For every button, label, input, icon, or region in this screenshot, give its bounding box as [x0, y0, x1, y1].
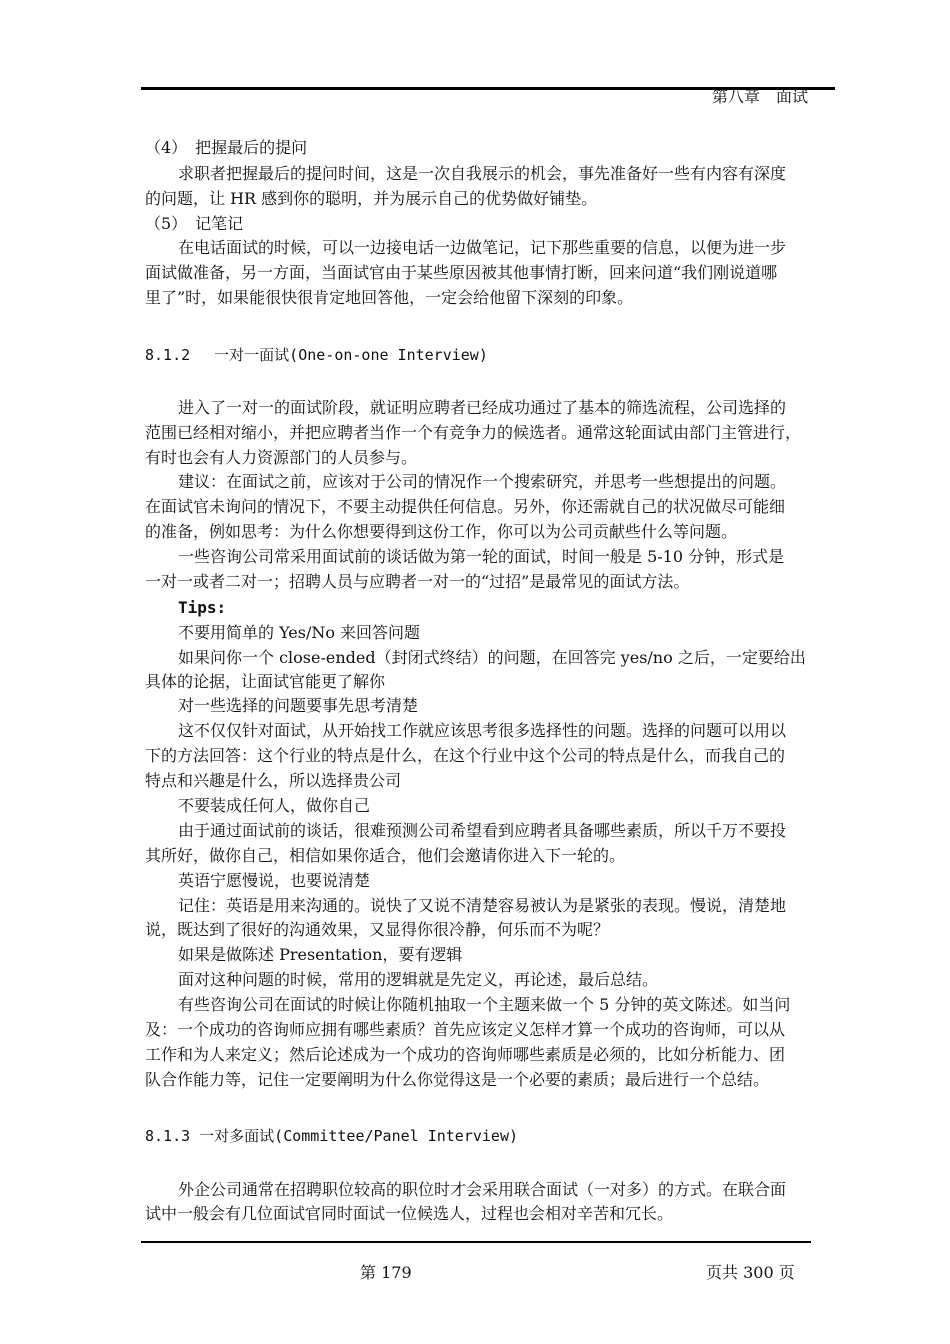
paragraph-line: 建议：在面试之前，应该对于公司的情况作一个搜索研究，并思考一些想提出的问题。: [178, 472, 787, 491]
section-heading-8-1-3: 8.1.3 一对多面试(Committee/Panel Interview): [145, 1127, 519, 1145]
paragraph-line: 工作和为人来定义；然后论述成为一个成功的咨询师哪些素质是必须的，比如分析能力、团: [145, 1045, 786, 1064]
tips-label: Tips:: [178, 598, 227, 617]
paragraph-line: 具体的论据，让面试官能更了解你: [145, 672, 386, 691]
paragraph-line: 下的方法回答：这个行业的特点是什么，在这个行业中这个公司的特点是什么，而我自己的: [145, 746, 786, 765]
paragraph-line: 如果问你一个 close-ended（封闭式终结）的问题，在回答完 yes/no 之后，一定要给出: [178, 648, 806, 667]
paragraph-line: 试中一般会有几位面试官同时面试一位候选人，过程也会相对辛苦和冗长。: [145, 1204, 674, 1223]
paragraph-line: 由于通过面试前的谈话，很难预测公司希望看到应聘者具备哪些素质，所以千万不要投: [178, 821, 787, 840]
chapter-title: 第八章 面试: [712, 87, 809, 106]
tip-heading: 英语宁愿慢说，也要说清楚: [178, 871, 371, 890]
paragraph-line: 求职者把握最后的提问时间，这是一次自我展示的机会，事先准备好一些有内容有深度: [178, 164, 787, 183]
paragraph-line: 记住：英语是用来沟通的。说快了又说不清楚容易被认为是紧张的表现。慢说，清楚地: [178, 896, 787, 915]
paragraph-line: 及：一个成功的咨询师应拥有哪些素质？首先应该定义怎样才算一个成功的咨询师，可以从: [145, 1020, 786, 1039]
paragraph-line: 在电话面试的时候，可以一边接电话一边做笔记，记下那些重要的信息，以便为进一步: [178, 238, 787, 257]
paragraph-line: 一对一或者二对一；招聘人员与应聘者一对一的“过招”是最常见的面试方法。: [145, 572, 690, 591]
paragraph-line: 有时也会有人力资源部门的人员参与。: [145, 448, 418, 467]
paragraph-line: 有些咨询公司在面试的时候让你随机抽取一个主题来做一个 5 分钟的英文陈述。如当问: [178, 995, 791, 1014]
heading-5: （5） 记笔记: [145, 214, 244, 233]
heading-4: （4） 把握最后的提问: [145, 138, 308, 157]
paragraph-line: 面对这种问题的时候，常用的逻辑就是先定义，再论述，最后总结。: [178, 970, 659, 989]
tip-heading: 如果是做陈述 Presentation，要有逻辑: [178, 945, 463, 964]
tip-heading: 对一些选择的问题要事先思考清楚: [178, 696, 419, 715]
paragraph-line: 外企公司通常在招聘职位较高的职位时才会采用联合面试（一对多）的方式。在联合面: [178, 1180, 787, 1199]
paragraph-line: 进入了一对一的面试阶段，就证明应聘者已经成功通过了基本的筛选流程，公司选择的: [178, 398, 787, 417]
paragraph-line: 在面试官未询问的情况下，不要主动提供任何信息。另外，你还需就自己的状况做尽可能细: [145, 497, 786, 516]
page-number: 第 179: [360, 1263, 412, 1282]
section-heading-8-1-2: 8.1.2 一对一面试(One-on-one Interview): [145, 346, 488, 364]
paragraph-line: 一些咨询公司常采用面试前的谈话做为第一轮的面试，时间一般是 5-10 分钟，形式是: [178, 547, 785, 566]
paragraph-line: 的问题，让 HR 感到你的聪明，并为展示自己的优势做好铺垫。: [145, 189, 598, 208]
paragraph-line: 这不仅仅针对面试，从开始找工作就应该思考很多选择性的问题。选择的问题可以用以: [178, 721, 787, 740]
tip-heading: 不要装成任何人，做你自己: [178, 796, 371, 815]
footer-rule: [141, 1241, 811, 1243]
page-total: 页共 300 页: [706, 1263, 795, 1282]
paragraph-line: 的准备，例如思考：为什么你想要得到这份工作，你可以为公司贡献些什么等问题。: [145, 522, 738, 541]
paragraph-line: 范围已经相对缩小，并把应聘者当作一个有竞争力的候选者。通常这轮面试由部门主管进行，: [145, 423, 802, 442]
paragraph-line: 里了”时，如果能很快很肯定地回答他，一定会给他留下深刻的印象。: [145, 288, 634, 307]
paragraph-line: 队合作能力等，记住一定要阐明为什么你觉得这是一个必要的素质；最后进行一个总结。: [145, 1070, 770, 1089]
paragraph-line: 面试做准备，另一方面，当面试官由于某些原因被其他事情打断，回来问道“我们刚说道哪: [145, 263, 778, 282]
paragraph-line: 特点和兴趣是什么，所以选择贵公司: [145, 771, 402, 790]
paragraph-line: 其所好，做你自己，相信如果你适合，他们会邀请你进入下一轮的。: [145, 846, 626, 865]
tip-heading: 不要用简单的 Yes/No 来回答问题: [178, 623, 421, 642]
paragraph-line: 说，既达到了很好的沟通效果，又显得你很冷静，何乐而不为呢？: [145, 920, 610, 939]
